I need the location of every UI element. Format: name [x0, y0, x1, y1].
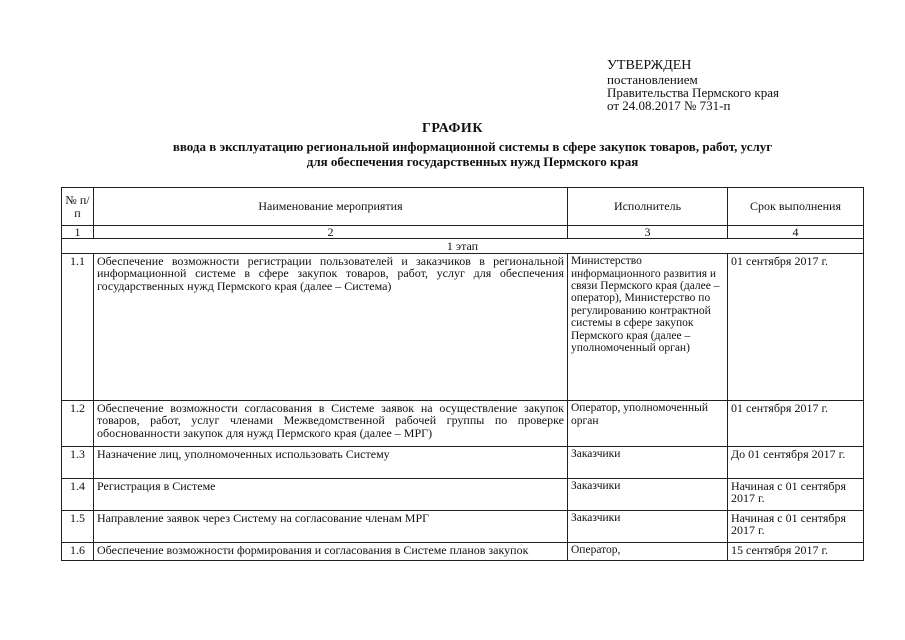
row-name: Регистрация в Системе [94, 479, 568, 511]
row-deadline: До 01 сентября 2017 г. [728, 447, 864, 479]
row-num: 1.4 [62, 479, 94, 511]
table-row [62, 479, 864, 511]
column-index: 3 [568, 226, 728, 239]
row-name: Обеспечение возможности формирования и согласования в Системе планов закупок [94, 543, 568, 561]
table-row [62, 543, 864, 561]
row-deadline: Начиная с 01 сентября 2017 г. [728, 479, 864, 511]
row-num: 1.6 [62, 543, 94, 561]
header-executor: Исполнитель [568, 188, 728, 226]
row-deadline: 01 сентября 2017 г. [728, 254, 864, 401]
row-name: Обеспечение возможности согласования в Системе заявок на осуществление закупок товаров, работ, услуг членами Межведомственной рабочей группы по проверке обоснованности закупок для нужд Пермского края (далее – МРГ) [94, 401, 568, 447]
row-num: 1.1 [62, 254, 94, 401]
row-executor: Министерство информационного развития и связи Пермского края (далее – оператор), Министерство по регулированию контрактной системы в сфере закупок Пермского края (далее – уполномоченный орган) [568, 254, 728, 401]
row-executor: Оператор, уполномоченный орган [568, 401, 728, 447]
column-index: 2 [94, 226, 568, 239]
table-header-row [62, 188, 864, 226]
document-title: ГРАФИК [422, 121, 483, 136]
table-row [62, 511, 864, 543]
row-num: 1.5 [62, 511, 94, 543]
row-num: 1.3 [62, 447, 94, 479]
stage-row [62, 239, 864, 254]
approval-line-2: Правительства Пермского края [607, 85, 779, 100]
schedule-table [61, 187, 864, 561]
approval-line-1: постановлением [607, 72, 698, 87]
stage-label: 1 этап [62, 239, 864, 254]
approval-line-3: от 24.08.2017 № 731-п [607, 98, 731, 113]
table-row [62, 401, 864, 447]
row-name: Обеспечение возможности регистрации пользователей и заказчиков в региональной информационной системе в сфере закупок товаров, работ, услуг для обеспечения государственных нужд Пермского края (далее – Система) [94, 254, 568, 401]
row-executor: Заказчики [568, 511, 728, 543]
table-row [62, 254, 864, 401]
column-index-row [62, 226, 864, 239]
row-num: 1.2 [62, 401, 94, 447]
row-deadline: 15 сентября 2017 г. [728, 543, 864, 561]
approval-block [607, 58, 779, 112]
row-name: Назначение лиц, уполномоченных использовать Систему [94, 447, 568, 479]
column-index: 4 [728, 226, 864, 239]
row-deadline: Начиная с 01 сентября 2017 г. [728, 511, 864, 543]
row-executor: Оператор, [568, 543, 728, 561]
row-name: Направление заявок через Систему на согласование членам МРГ [94, 511, 568, 543]
document-subtitle-line-1: ввода в эксплуатацию региональной информационной системы в сфере закупок товаров, работ, услуг [172, 139, 773, 154]
approval-title: УТВЕРЖДЕН [607, 58, 692, 73]
header-deadline: Срок выполнения [728, 188, 864, 226]
header-num: № п/п [62, 188, 94, 226]
row-executor: Заказчики [568, 447, 728, 479]
header-name: Наименование мероприятия [94, 188, 568, 226]
table-row [62, 447, 864, 479]
row-deadline: 01 сентября 2017 г. [728, 401, 864, 447]
row-executor: Заказчики [568, 479, 728, 511]
column-index: 1 [62, 226, 94, 239]
document-subtitle-line-2: для обеспечения государственных нужд Пермского края [306, 154, 639, 169]
